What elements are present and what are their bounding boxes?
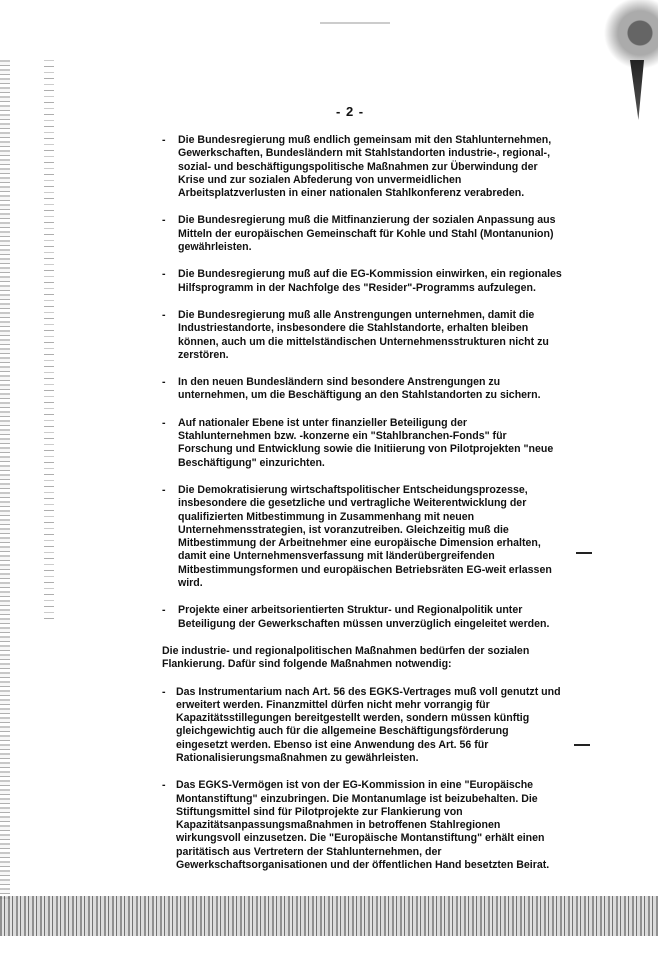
list-item <box>162 214 562 254</box>
intro-paragraph: Die industrie- und regionalpolitischen Maßnahmen bedürfen der sozialen Flankierung. Dafür sind folgende Maßnahmen notwendig: <box>162 644 530 671</box>
list-item-text: Das EGKS-Vermögen ist von der EG-Kommission in eine "Europäische Montanstiftung" einzubringen. Die Montanumlage ist beizubehalten. Die Stiftungsmittel sind für Pilotprojekte zur Flankierung von Kapazitätsanpassungsmaßnahmen in betroffenen Stahlregionen wirkungsvoll einzusetzen. Die "Europäische Montanstiftung" erhält einen paritätisch aus Vertretern der Stahlunternehmen, der Gewerkschaftsorganisationen und der öffentlichen Hand besetzten Beirat. <box>176 779 550 872</box>
list-item <box>162 309 562 362</box>
list-item <box>162 604 562 631</box>
scan-corner-smudge <box>598 0 658 110</box>
margin-mark <box>574 744 590 746</box>
bullet-dash: - <box>162 779 166 792</box>
list-item-text: Die Bundesregierung muß endlich gemeinsam mit den Stahlunternehmen, Gewerkschaften, Bundesländern mit Stahlstandorten industrie-, regional-, sozial- und beschäftigungspolitische Maßnahmen zur Überwindung der Krise und zur sozialen Abfederung von unvermeidlichen Arbeitsplatzverlusten in einer nationalen Stahlkonferenz verabreden. <box>178 134 552 200</box>
bullet-dash: - <box>162 604 166 617</box>
bullet-dash: - <box>162 268 166 281</box>
list-item-text: Die Bundesregierung muß die Mitfinanzierung der sozialen Anpassung aus Mitteln der europäischen Gemeinschaft für Kohle und Stahl (Montanunion) gewährleisten. <box>178 214 556 254</box>
bullet-dash: - <box>162 214 166 227</box>
list-item-text: Projekte einer arbeitsorientierten Struktur- und Regionalpolitik unter Beteiligung der Gewerkschaften müssen unverzüglich eingeleitet werden. <box>178 604 550 630</box>
list-item <box>162 484 562 590</box>
list-item-text: Die Bundesregierung muß auf die EG-Kommission einwirken, ein regionales Hilfsprogramm in der Nachfolge des "Resider"-Programms aufzulegen. <box>178 268 562 294</box>
bullet-dash: - <box>162 308 166 321</box>
list-item <box>162 417 562 470</box>
bullet-dash: - <box>162 134 166 146</box>
margin-mark <box>576 552 592 554</box>
scan-punch-marks <box>44 60 54 620</box>
list-item-text: Das Instrumentarium nach Art. 56 des EGKS-Vertrages muß voll genutzt und erweitert werden. Finanzmittel dürfen nicht mehr vorrangig für Kapazitätsstillegungen bereitgestellt werden, sondern müssen künftig gleichgewichtig auch für die allgemeine Beschäftigungsförderung eingesetzt werden. Ebenso ist eine Anwendung des Art. 56 für Rationalisierungsmaßnahmen zu gewährleisten. <box>176 685 561 764</box>
demands-list <box>162 134 562 631</box>
bullet-dash: - <box>162 483 166 496</box>
list-item <box>162 134 562 200</box>
scan-bottom-band <box>0 896 658 956</box>
list-item-text: In den neuen Bundesländern sind besondere Anstrengungen zu unternehmen, um die Beschäftigung an den Stahlstandorten zu sichern. <box>178 376 541 402</box>
list-item-text: Auf nationaler Ebene ist unter finanzieller Beteiligung der Stahlunternehmen bzw. -konzerne ein "Stahlbranchen-Fonds" für Forschung und Entwicklung sowie die Initiierung von Pilotprojekten "neue Beschäftigung" einzurichten. <box>178 416 554 469</box>
list-item-text: Die Demokratisierung wirtschaftspolitischer Entscheidungsprozesse, insbesondere die gesetzliche und vertragliche Weiterentwicklung der qualifizierten Mitbestimmung in Zusammenhang mit neuen Unternehmensstrategien, ist voranzutreiben. Gleichzeitig muß die Mitbestimmung der Arbeitnehmer eine europäische Dimension erhalten, damit eine Unternehmensverfassung mit länderübergreifenden Mitbestimmungsformen und europäischen Betriebsräten EG-weit erlassen wird. <box>178 483 552 590</box>
list-item-text: Die Bundesregierung muß alle Anstrengungen unternehmen, damit die Industriestandorte, insbesondere die Stahlstandorte, erhalten bleiben können, auch um die mittelständischen Unternehmensstrukturen nicht zu zerstören. <box>178 308 549 361</box>
list-item <box>162 686 562 766</box>
bullet-dash: - <box>162 685 166 698</box>
list-item <box>162 268 562 295</box>
page-number: - 2 - <box>336 104 365 119</box>
scan-top-smudge <box>320 22 390 24</box>
bullet-dash: - <box>162 376 166 389</box>
measures-list <box>162 686 562 873</box>
scan-edge-left <box>0 60 10 900</box>
bullet-dash: - <box>162 416 166 429</box>
document-body <box>162 134 562 886</box>
list-item <box>162 779 562 872</box>
list-item <box>162 376 562 403</box>
